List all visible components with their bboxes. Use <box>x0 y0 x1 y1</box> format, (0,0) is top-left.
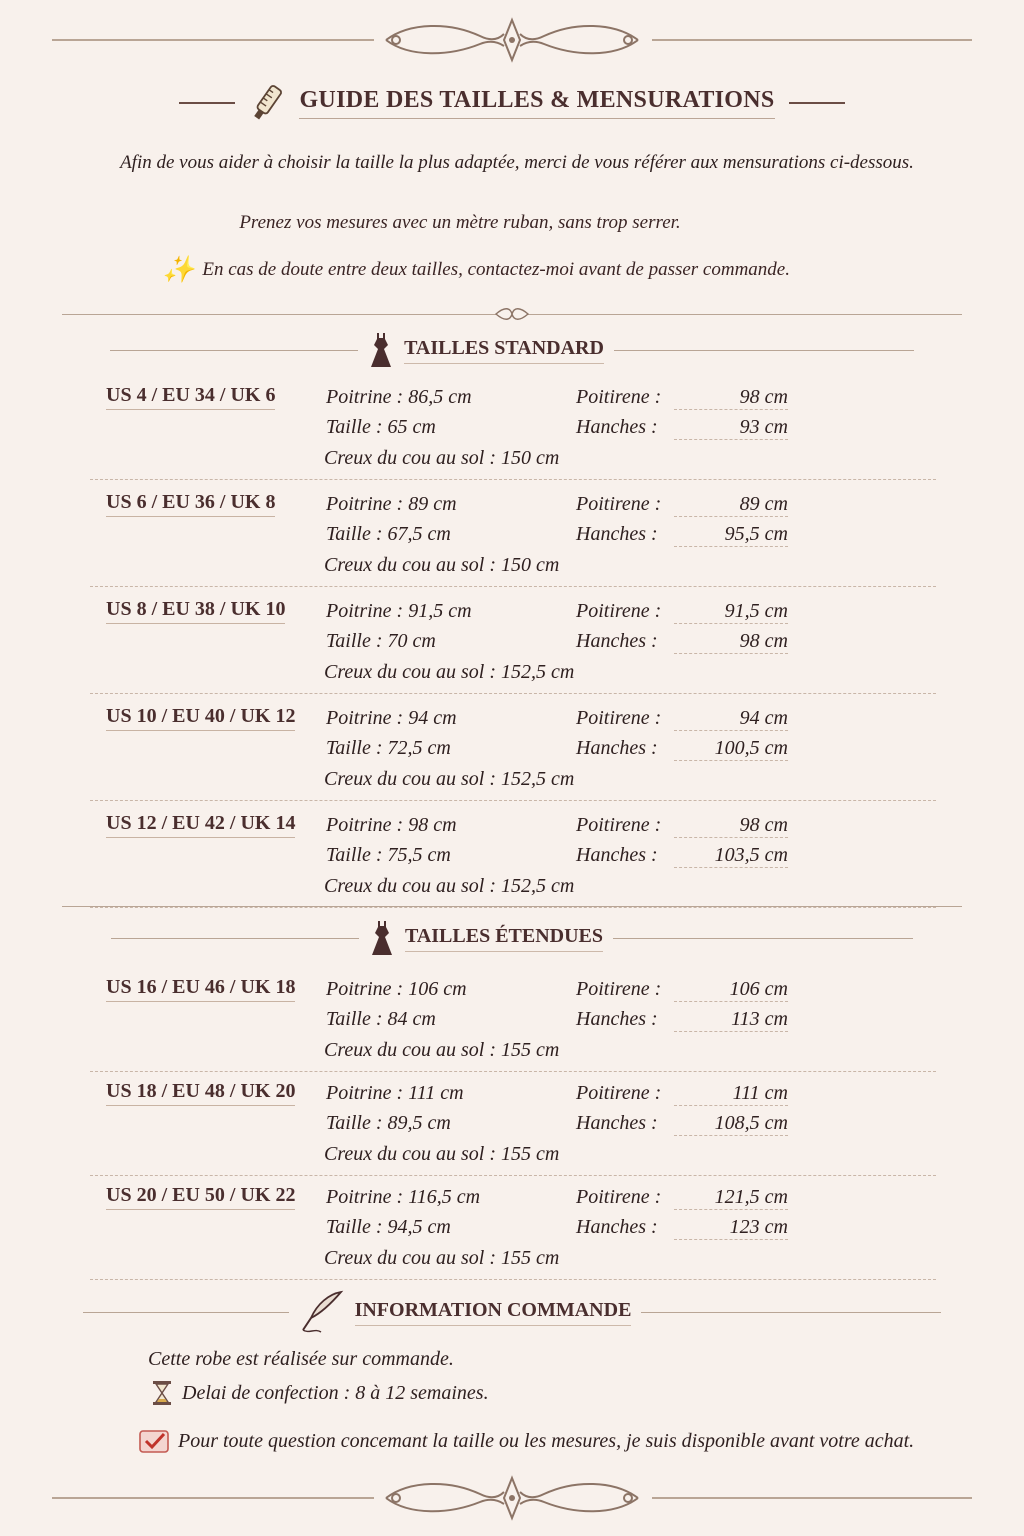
hollow-to-floor-measure: Creux du cou au sol : 152,5 cm <box>324 768 575 790</box>
right-label-1: Poitirene : <box>576 814 662 836</box>
hips-label: Hanches : <box>576 630 658 652</box>
hollow-to-floor-measure: Creux du cou au sol : 150 cm <box>324 554 560 576</box>
right-value-1: 111 cm <box>674 1082 788 1106</box>
waist-measure: Taille : 65 cm <box>326 416 436 438</box>
right-label-1: Poitirene : <box>576 1186 662 1208</box>
size-row <box>90 802 936 908</box>
hips-value: 108,5 cm <box>674 1112 788 1136</box>
hollow-to-floor-measure: Creux du cou au sol : 155 cm <box>324 1247 560 1269</box>
waist-measure: Taille : 75,5 cm <box>326 844 451 866</box>
hollow-to-floor-measure: Creux du cou au sol : 155 cm <box>324 1039 560 1061</box>
hips-value: 103,5 cm <box>674 844 788 868</box>
right-label-1: Poitirene : <box>576 707 662 729</box>
intro-measure-tip: Prenez vos mesures avec un mètre ruban, sans trop serrer. <box>239 212 681 233</box>
right-value-1: 89 cm <box>674 493 788 517</box>
order-delay-text: Delai de confection : 8 à 12 semaines. <box>182 1381 489 1404</box>
sparkles-icon: ✨ <box>162 255 195 284</box>
order-made-to-order: Cette robe est réalisée sur commande. <box>148 1348 454 1370</box>
bust-measure: Poitrine : 94 cm <box>326 707 457 729</box>
bust-measure: Poitrine : 91,5 cm <box>326 600 472 622</box>
hollow-to-floor-measure: Creux du cou au sol : 150 cm <box>324 447 560 469</box>
size-row <box>90 374 936 480</box>
order-delay <box>150 1380 489 1406</box>
size-code: US 6 / EU 36 / UK 8 <box>106 491 275 517</box>
right-value-1: 98 cm <box>674 814 788 838</box>
waist-measure: Taille : 67,5 cm <box>326 523 451 545</box>
title-rule-right <box>789 102 845 104</box>
right-label-1: Poitirene : <box>576 978 662 1000</box>
waist-measure: Taille : 72,5 cm <box>326 737 451 759</box>
dress-icon <box>369 919 395 957</box>
waist-measure: Taille : 84 cm <box>326 1008 436 1030</box>
size-code: US 8 / EU 38 / UK 10 <box>106 598 285 624</box>
bust-measure: Poitrine : 116,5 cm <box>326 1186 481 1208</box>
hips-label: Hanches : <box>576 1216 658 1238</box>
divider <box>62 906 962 907</box>
section-order-header <box>0 1292 1024 1332</box>
intro-contact-text: En cas de doute entre deux tailles, contactez-moi avant de passer commande. <box>202 259 790 280</box>
top-ornament <box>0 16 1024 64</box>
hollow-to-floor-measure: Creux du cou au sol : 152,5 cm <box>324 661 575 683</box>
flourish-icon <box>370 1474 654 1522</box>
size-code: US 10 / EU 40 / UK 12 <box>106 705 295 731</box>
size-code: US 12 / EU 42 / UK 14 <box>106 812 295 838</box>
page-title: GUIDE DES TAILLES & MENSURATIONS <box>299 87 774 119</box>
hollow-to-floor-measure: Creux du cou au sol : 155 cm <box>324 1143 560 1165</box>
hourglass-icon <box>150 1380 174 1406</box>
hips-label: Hanches : <box>576 1008 658 1030</box>
bust-measure: Poitrine : 98 cm <box>326 814 457 836</box>
section-standard-header <box>0 330 1024 370</box>
order-contact-text: Pour toute question concemant la taille ou les mesures, je suis disponible avant votre achat. <box>178 1429 915 1452</box>
right-label-1: Poitirene : <box>576 493 662 515</box>
bottom-ornament <box>0 1474 1024 1522</box>
size-row <box>90 695 936 801</box>
hips-value: 123 cm <box>674 1216 788 1240</box>
size-row <box>90 481 936 587</box>
right-value-1: 98 cm <box>674 386 788 410</box>
title-rule-left <box>179 102 235 104</box>
hips-value: 113 cm <box>674 1008 788 1032</box>
waist-measure: Taille : 89,5 cm <box>326 1112 451 1134</box>
hips-label: Hanches : <box>576 844 658 866</box>
waist-measure: Taille : 94,5 cm <box>326 1216 451 1238</box>
waist-measure: Taille : 70 cm <box>326 630 436 652</box>
size-code: US 4 / EU 34 / UK 6 <box>106 384 275 410</box>
intro-contact-tip <box>162 257 790 283</box>
page-header <box>0 78 1024 128</box>
quill-pen-icon <box>299 1290 345 1334</box>
bust-measure: Poitrine : 89 cm <box>326 493 457 515</box>
section-order-title: INFORMATION COMMANDE <box>355 1299 632 1326</box>
hips-value: 93 cm <box>674 416 788 440</box>
right-label-1: Poitirene : <box>576 1082 662 1104</box>
size-row <box>90 588 936 694</box>
right-value-1: 94 cm <box>674 707 788 731</box>
size-code: US 18 / EU 48 / UK 20 <box>106 1080 295 1106</box>
checkbox-icon <box>138 1428 170 1454</box>
size-code: US 16 / EU 46 / UK 18 <box>106 976 295 1002</box>
hips-label: Hanches : <box>576 523 658 545</box>
bust-measure: Poitrine : 86,5 cm <box>326 386 472 408</box>
right-value-1: 121,5 cm <box>674 1186 788 1210</box>
section-extended-header <box>0 918 1024 958</box>
bust-measure: Poitrine : 106 cm <box>326 978 467 1000</box>
hollow-to-floor-measure: Creux du cou au sol : 152,5 cm <box>324 875 575 897</box>
right-label-1: Poitirene : <box>576 600 662 622</box>
hips-label: Hanches : <box>576 416 658 438</box>
size-row <box>90 1070 936 1176</box>
section-standard-title: TAILLES STANDARD <box>404 337 604 364</box>
dress-icon <box>368 331 394 369</box>
right-label-1: Poitirene : <box>576 386 662 408</box>
hips-value: 95,5 cm <box>674 523 788 547</box>
hips-value: 100,5 cm <box>674 737 788 761</box>
hips-label: Hanches : <box>576 737 658 759</box>
intro-text: Afin de vous aider à choisir la taille la plus adaptée, merci de vous référer aux mensurations ci-dessous. <box>120 152 914 173</box>
measuring-tape-icon <box>249 83 285 123</box>
order-contact <box>138 1428 914 1454</box>
right-value-1: 91,5 cm <box>674 600 788 624</box>
flourish-icon <box>370 16 654 64</box>
bust-measure: Poitrine : 111 cm <box>326 1082 464 1104</box>
hips-value: 98 cm <box>674 630 788 654</box>
section-extended-title: TAILLES ÉTENDUES <box>405 925 603 952</box>
right-value-1: 106 cm <box>674 978 788 1002</box>
size-code: US 20 / EU 50 / UK 22 <box>106 1184 295 1210</box>
size-row <box>90 1174 936 1280</box>
divider-ornament-icon <box>494 307 530 321</box>
size-row <box>90 966 936 1072</box>
hips-label: Hanches : <box>576 1112 658 1134</box>
